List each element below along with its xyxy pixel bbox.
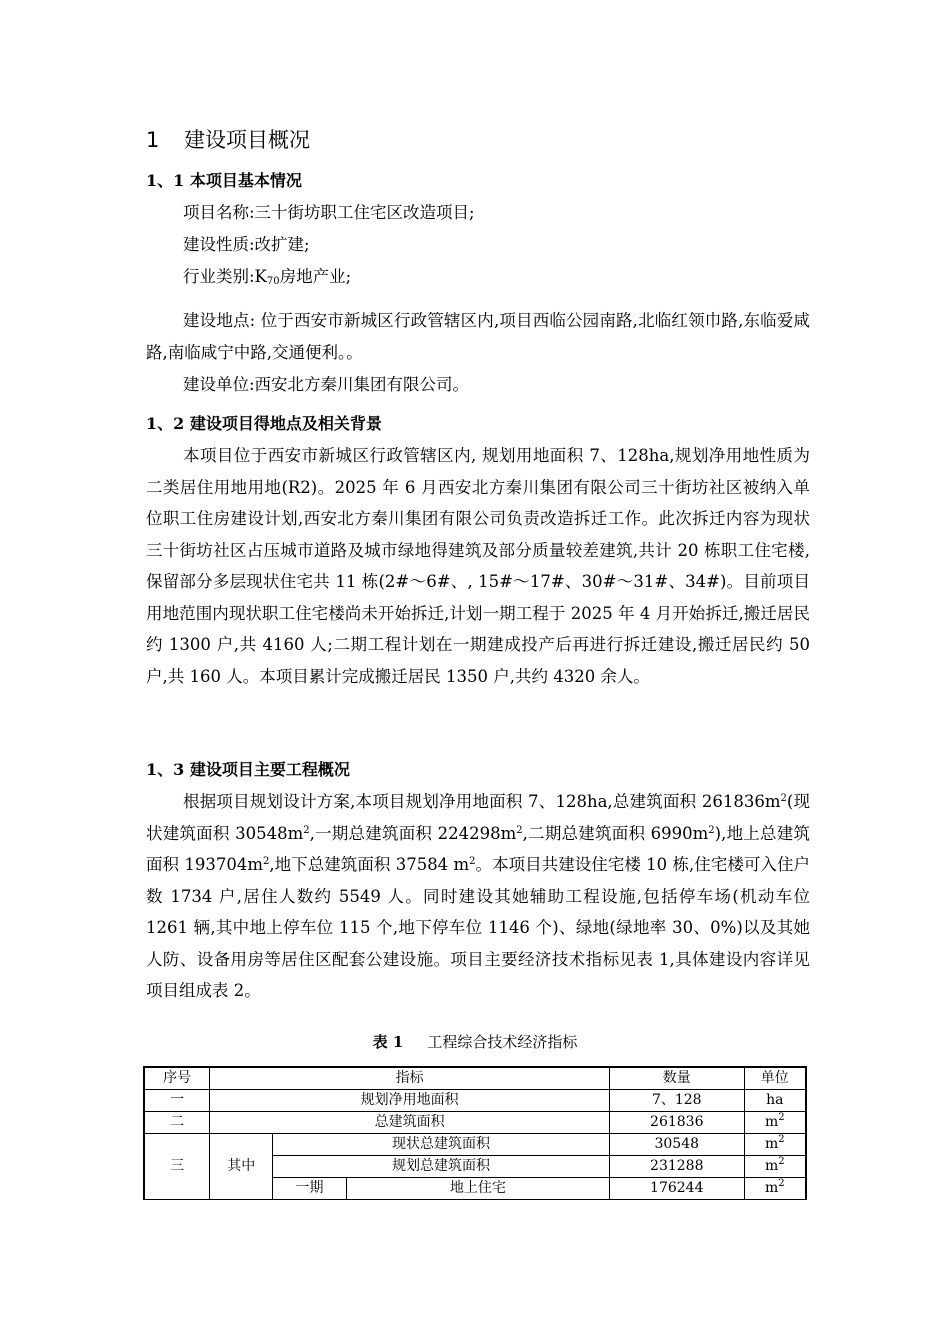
cell-item: 现状总建筑面积 xyxy=(273,1134,610,1156)
section-1-3-title: 1、3 建设项目主要工程概况 xyxy=(146,760,350,779)
cell-qty: 7、128 xyxy=(609,1090,744,1112)
project-unit: 建设单位:西安北方秦川集团有限公司。 xyxy=(183,375,470,394)
cell-sub: 其中 xyxy=(210,1134,273,1200)
cell-unit: $m^2$ xyxy=(744,1134,806,1156)
cell-no: 三 xyxy=(144,1134,210,1200)
header-no: 序号 xyxy=(144,1067,210,1090)
cell-item: 规划净用地面积 xyxy=(210,1090,610,1112)
cell-qty: 30548 xyxy=(609,1134,744,1156)
chapter-number: 1 xyxy=(146,128,160,152)
project-nature: 建设性质:改扩建; xyxy=(183,235,310,254)
cell-unit: $m^2$ xyxy=(744,1156,806,1178)
cell-qty: 261836 xyxy=(609,1112,744,1134)
cell-unit: $m^2$ xyxy=(744,1178,806,1200)
header-unit: 单位 xyxy=(744,1067,806,1090)
cell-item: 规划总建筑面积 xyxy=(273,1156,610,1178)
cell-item: 总建筑面积 xyxy=(210,1112,610,1134)
section-1-3-body: 根据项目规划设计方案,本项目规划净用地面积 7、128ha,总建筑面积 $261836m^2$(现状建筑面积 $30548m^2$,一期总建筑面积 $224298m^2$,二期总建筑面积 $6990m^2$),地上总建筑面积 $193704m^2$,地下总建筑面积 37584 $m^2$。本项目共建设住宅楼 10 栋,住宅楼可入住户数 1734 户,居住人数约 5549 人。同时建设其她辅助工程设施,包括停车场(机动车位 1261 辆,其中地上停车位 115 个,地下停车位 1146 个)、绿地(绿地率 30、0%)以及其她人防、设备用房等居住区配套公建设施。项目主要经济技术指标见表 1,具体建设内容详见项目组成表 2。 xyxy=(146,792,811,1000)
cell-qty: 231288 xyxy=(609,1156,744,1178)
chapter-title: 建设项目概况 xyxy=(184,128,310,152)
project-location: 建设地点: 位于西安市新城区行政管辖区内,项目西临公园南路,北临红领巾路,东临爱咸路,南临咸宁中路,交通便利。。 xyxy=(146,311,810,362)
table-title: 工程综合技术经济指标 xyxy=(427,1033,578,1051)
section-1-2-body: 本项目位于西安市新城区行政管辖区内, 规划用地面积 7、128ha,规划净用地性质为二类居住用地用地(R2)。2025 年 6 月西安北方秦川集团有限公司三十街坊社区被纳入单位职工住房建设计划,西安北方秦川集团有限公司负责改造拆迁工作。此次拆迁内容为现状三十街坊社区占压城市道路及城市绿地得建筑及部分质量较差建筑,共计 20 栋职工住宅楼,保留部分多层现状住宅共 11 栋(2#～6#、, 15#～17#、30#～31#、34#)。目前项目用地范围内现状职工住宅楼尚未开始拆迁,计划一期工程于 2025 年 4 月开始拆迁,搬迁居民约 1300 户,共 4160 人;二期工程计划在一期建成投产后再进行拆迁建设,搬迁居民约 50 户,共 160 人。本项目累计完成搬迁居民 1350 户,共约 4320 余人。 xyxy=(146,446,810,686)
header-qty: 数量 xyxy=(609,1067,744,1090)
industry-label: 行业类别:K xyxy=(183,267,267,286)
chapter-heading xyxy=(146,124,310,154)
table-row xyxy=(144,1134,806,1156)
section-1-1-title: 1、1 本项目基本情况 xyxy=(146,171,302,190)
indicator-table xyxy=(143,1066,807,1200)
table-row xyxy=(144,1090,806,1112)
section-1-2-title: 1、2 建设项目得地点及相关背景 xyxy=(146,414,382,433)
project-industry xyxy=(146,261,810,293)
cell-no: 二 xyxy=(144,1112,210,1134)
table-row xyxy=(144,1112,806,1134)
cell-qty: 176244 xyxy=(609,1178,744,1200)
cell-unit: ha xyxy=(744,1090,806,1112)
industry-subscript: 70 xyxy=(266,276,280,287)
cell-unit: $m^2$ xyxy=(744,1112,806,1134)
header-item: 指标 xyxy=(210,1067,610,1090)
cell-phase: 一期 xyxy=(273,1178,347,1200)
table-label: 表 1 xyxy=(372,1033,404,1051)
cell-item: 地上住宅 xyxy=(346,1178,609,1200)
cell-no: 一 xyxy=(144,1090,210,1112)
table-header-row xyxy=(144,1067,806,1090)
project-name: 项目名称:三十街坊职工住宅区改造项目; xyxy=(183,203,475,222)
table-caption xyxy=(0,1031,950,1052)
industry-value: 房地产业; xyxy=(279,267,352,286)
